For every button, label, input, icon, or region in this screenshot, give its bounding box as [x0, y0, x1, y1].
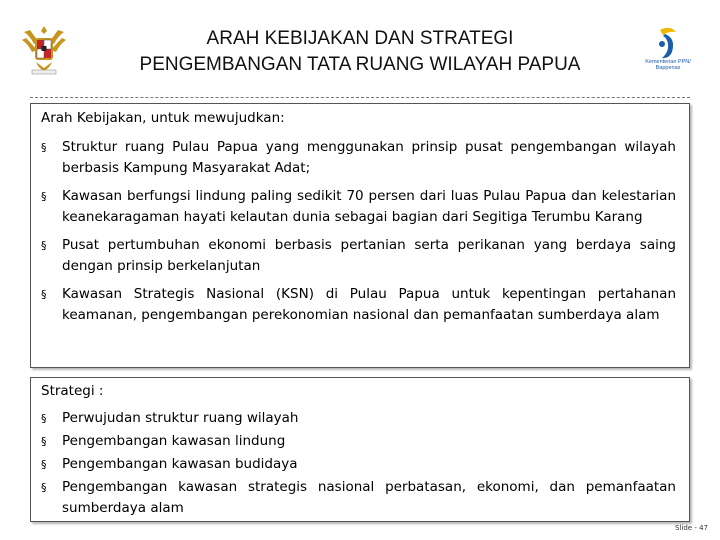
policy-list [41, 137, 676, 326]
strategy-item-text: Pengembangan kawasan strategis nasional perbatasan, ekonomi, dan pemanfaatan sumberdaya alam [62, 479, 676, 516]
page-title [90, 26, 630, 78]
bullet-icon: § [41, 141, 47, 154]
slide-header [0, 0, 720, 100]
strategy-item-text: Pengembangan kawasan budidaya [62, 456, 298, 472]
list-item [41, 408, 676, 429]
policy-item-text: Pusat pertumbuhan ekonomi berbasis pertanian serta perikanan yang berdaya saing dengan prinsip berkelanjutan [62, 237, 676, 274]
policy-item-text: Struktur ruang Pulau Papua yang menggunakan prinsip pusat pengembangan wilayah berbasis Kampung Masyarakat Adat; [62, 139, 676, 176]
strategy-list [41, 408, 676, 519]
strategy-item-text: Perwujudan struktur ruang wilayah [62, 410, 299, 426]
bullet-icon: § [41, 288, 47, 301]
bappenas-logo-text-line-1: Kementerian PPN/ [645, 59, 691, 65]
bullet-icon: § [41, 239, 47, 252]
bullet-icon: § [41, 481, 47, 494]
bullet-icon: § [41, 190, 47, 203]
page-title-line-2: PENGEMBANGAN TATA RUANG WILAYAH PAPUA [139, 54, 581, 75]
bullet-icon: § [41, 458, 47, 471]
list-item [41, 137, 676, 179]
bappenas-logo [638, 26, 698, 76]
page-title-line-1: ARAH KEBIJAKAN DAN STRATEGI [206, 28, 514, 49]
strategy-box [30, 377, 690, 522]
bappenas-logo-icon [638, 26, 698, 60]
list-item [41, 454, 676, 475]
garuda-emblem-icon [20, 22, 68, 76]
bullet-icon: § [41, 435, 47, 448]
slide-number: Slide - 47 [675, 524, 708, 532]
list-item [41, 477, 676, 519]
list-item [41, 284, 676, 326]
bappenas-logo-text-line-2: Bappenas [655, 65, 681, 71]
policy-box [30, 103, 690, 368]
policy-heading: Arah Kebijakan, untuk mewujudkan: [41, 110, 285, 126]
policy-item-text: Kawasan Strategis Nasional (KSN) di Pulau Papua untuk kepentingan pertahanan keamanan, pengembangan perekonomian nasional dan pemanfaatan sumberdaya alam [62, 286, 676, 323]
list-item [41, 186, 676, 228]
strategy-heading: Strategi : [41, 383, 104, 399]
bullet-icon: § [41, 412, 47, 425]
strategy-item-text: Pengembangan kawasan lindung [62, 433, 286, 449]
bappenas-logo-text [638, 59, 698, 71]
header-divider [30, 97, 690, 98]
list-item [41, 235, 676, 277]
policy-item-text: Kawasan berfungsi lindung paling sedikit 70 persen dari luas Pulau Papua dan kelestarian keanekaragaman hayati kelautan dunia sebagai bagian dari Segitiga Terumbu Karang [62, 188, 676, 225]
list-item [41, 431, 676, 452]
